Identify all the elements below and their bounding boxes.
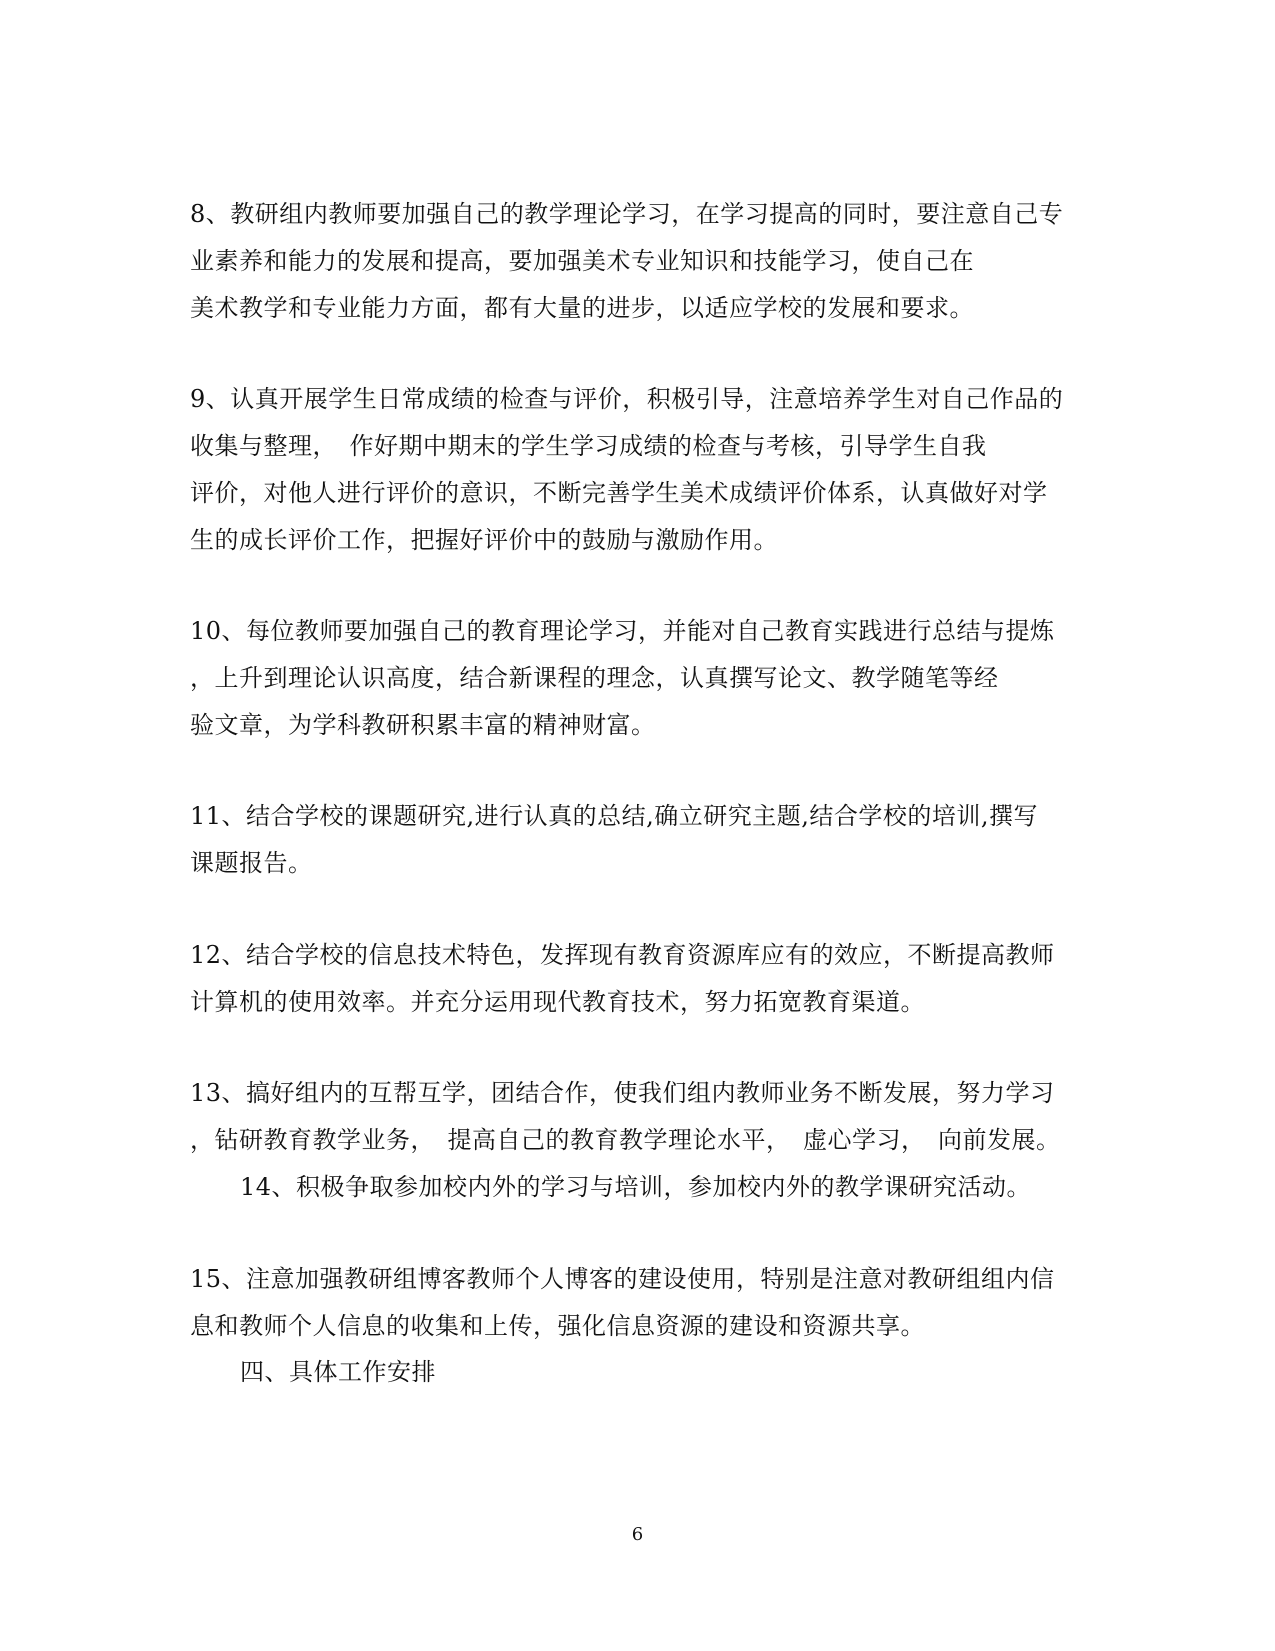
paragraph-10-line-1: 10、每位教师要加强自己的教育理论学习，并能对自己教育实践进行总结与提炼 [190, 617, 1055, 645]
paragraph-11-line-1: 11、结合学校的课题研究,进行认真的总结,确立研究主题,结合学校的培训,撰写 [190, 802, 1039, 830]
paragraph-13-line-2: ，钻研教育教学业务， 提高自己的教育教学理论水平， 虚心学习， 向前发展。 [190, 1126, 1061, 1154]
paragraph-8-line-2: 业素养和能力的发展和提高，要加强美术专业知识和技能学习，使自己在 [190, 247, 974, 275]
paragraph-11-line-2: 课题报告。 [190, 849, 313, 877]
paragraph-13-line-1: 13、搞好组内的互帮互学，团结合作，使我们组内教师业务不断发展，努力学习 [190, 1079, 1055, 1107]
page-number: 6 [631, 1524, 644, 1545]
paragraph-15-line-1: 15、注意加强教研组博客教师个人博客的建设使用，特别是注意对教研组组内信 [190, 1265, 1055, 1293]
paragraph-9-line-3: 评价，对他人进行评价的意识，不断完善学生美术成绩评价体系，认真做好对学 [190, 479, 1048, 507]
paragraph-8-line-1: 8、教研组内教师要加强自己的教学理论学习，在学习提高的同时，要注意自己专 [190, 200, 1064, 228]
paragraph-8-line-3: 美术教学和专业能力方面，都有大量的进步，以适应学校的发展和要求。 [190, 294, 974, 322]
paragraph-10-line-2: ，上升到理论认识高度，结合新课程的理念，认真撰写论文、教学随笔等经 [190, 664, 999, 692]
section-heading: 四、具体工作安排 [240, 1358, 436, 1386]
paragraph-9-line-1: 9、认真开展学生日常成绩的检查与评价，积极引导，注意培养学生对自己作品的 [190, 385, 1064, 413]
paragraph-15-line-2: 息和教师个人信息的收集和上传，强化信息资源的建设和资源共享。 [190, 1312, 925, 1340]
paragraph-12-line-2: 计算机的使用效率。并充分运用现代教育技术，努力拓宽教育渠道。 [190, 988, 925, 1016]
paragraph-10-line-3: 验文章，为学科教研积累丰富的精神财富。 [190, 711, 656, 739]
paragraph-9-line-2: 收集与整理， 作好期中期末的学生学习成绩的检查与考核，引导学生自我 [190, 432, 987, 460]
paragraph-9-line-4: 生的成长评价工作，把握好评价中的鼓励与激励作用。 [190, 526, 778, 554]
paragraph-12-line-1: 12、结合学校的信息技术特色，发挥现有教育资源库应有的效应，不断提高教师 [190, 941, 1055, 969]
paragraph-14-line-1: 14、积极争取参加校内外的学习与培训，参加校内外的教学课研究活动。 [240, 1173, 1032, 1201]
